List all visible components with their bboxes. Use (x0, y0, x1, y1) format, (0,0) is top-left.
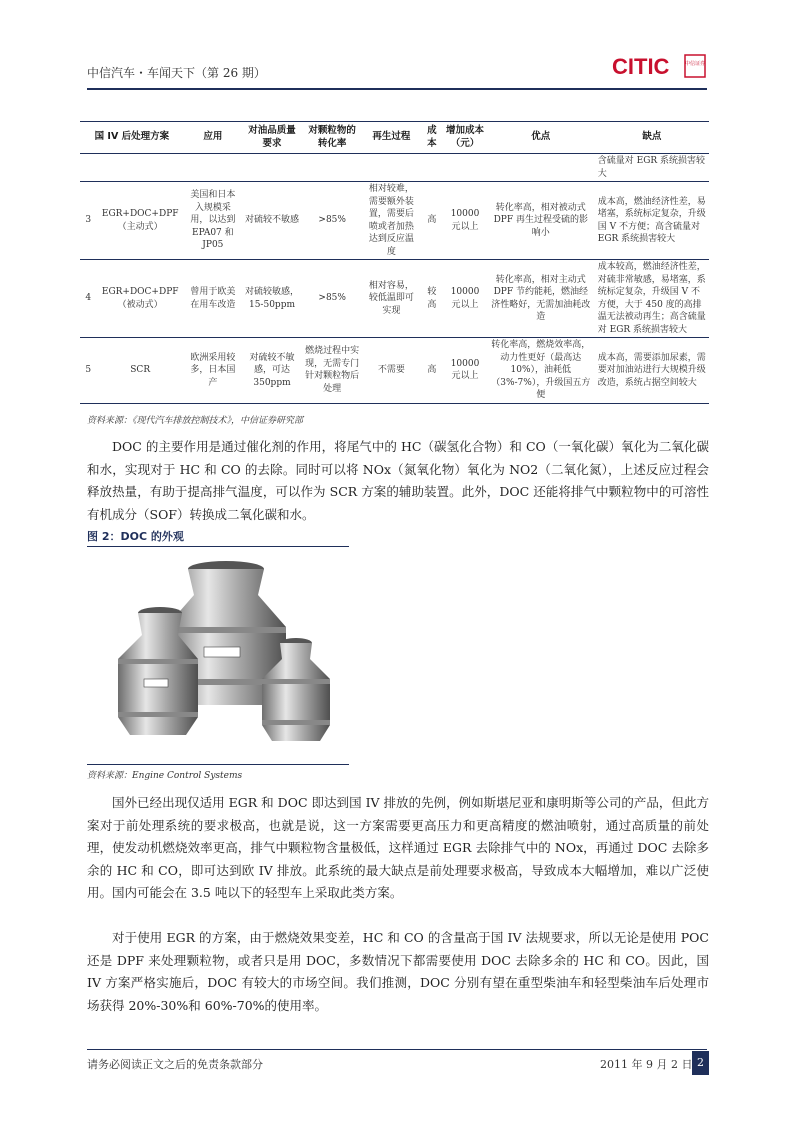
table-row (80, 260, 709, 338)
citic-logo-text: CITIC (612, 54, 670, 79)
table-cell: 相对容易，较低温即可实现 (362, 260, 420, 338)
table-cell: 美国和日本入规模采用，以达到 EPA07 和 JP05 (184, 182, 242, 260)
table-cell: 不需要 (362, 338, 420, 404)
figure-source: 资料来源：Engine Control Systems (87, 771, 243, 781)
table-cell: 成本高，需要添加尿素，需要对加油站进行大规模升级改造，系统占据空间较大 (595, 338, 709, 404)
report-header-title: 中信汽车・车闻天下（第 26 期） (87, 66, 266, 80)
table-cell: SCR (97, 338, 184, 404)
paragraph-doc-function: DOC 的主要作用是通过催化剂的作用，将尾气中的 HC（碳氢化合物）和 CO（一氧化碳）氧化为二氧化碳和水，实现对于 HC 和 CO 的去除。同时可以将 NOx（氮氧化物）氧化为 NO2（二氧化氮），上述反应过程会释放热量，有助于提高排气温度，可以作为 SCR 方案的辅助装置。此外，DOC 还能将排气中颗粒物中的可溶性有机成分（SOF）转换成二氧化碳和水。 (87, 439, 709, 522)
table-header-row (80, 122, 709, 154)
footer-rule (87, 1049, 707, 1050)
table-cell: 10000 元以上 (443, 338, 487, 404)
table-cell: 成本较高，燃油经济性差，对硫非常敏感，易堵塞，系统标定复杂，升级国 V 不方便，大于 450 度的高排温无法被动再生；高含硫量对 EGR 系统损害较大 (595, 260, 709, 338)
table-cell: 转化率高，燃烧效率高，动力性更好（最高达 10%），油耗低（3%-7%），升级国五方便 (487, 338, 595, 404)
table-row (80, 338, 709, 404)
footer-disclaimer: 请务必阅读正文之后的免责条款部分 (87, 1058, 263, 1071)
doc-device-photo (108, 555, 344, 760)
table-cell: >85% (302, 182, 362, 260)
page-number: 2 (692, 1051, 709, 1075)
table-cell: 成本高，燃油经济性差，易堵塞，系统标定复杂，升级国 V 不方便；高含硫量对 EGR 系统损害较大 (595, 182, 709, 260)
citic-logo (612, 52, 706, 80)
post-treatment-table (80, 121, 709, 404)
table-header: 优点 (487, 122, 595, 154)
table-cell: 4 (80, 260, 97, 338)
table-cell: 转化率高，相对被动式 DPF 再生过程受硫的影响小 (487, 182, 595, 260)
paragraph-egr-doc: 国外已经出现仅适用 EGR 和 DOC 即达到国 IV 排放的先例，例如斯堪尼亚和康明斯等公司的产品，但此方案对于前处理系统的要求极高，也就是说，这一方案需要更高压力和更高精度的燃油喷射，通过高质量的前处理，使发动机燃烧效率更高，排气中颗粒物含量极低，这样通过 EGR 去除排气中的 NOx，再通过 DOC 去除多余的 HC 和 CO，即可达到欧 IV 排放。此系统的最大缺点是前处理要求极高，导致成本大幅增加，难以广泛使用。国内可能会在 3.5 吨以下的轻型车上采取此类方案。 (87, 795, 709, 900)
table-cell: 10000 元以上 (443, 182, 487, 260)
table-cell: 对硫较不敏感，可达 350ppm (242, 338, 302, 404)
figure-title: 图 2：DOC 的外观 (87, 530, 184, 543)
table-header: 对油品质量要求 (242, 122, 302, 154)
table-header: 应用 (184, 122, 242, 154)
table-header: 成本 (420, 122, 443, 154)
table-header: 再生过程 (362, 122, 420, 154)
table-cell: 欧洲采用较多，日本国产 (184, 338, 242, 404)
table-cell: 对硫较不敏感 (242, 182, 302, 260)
table-header: 国 IV 后处理方案 (80, 122, 184, 154)
table-cell: 高 (420, 338, 443, 404)
paragraph-doc-market: 对于使用 EGR 的方案，由于燃烧效果变差，HC 和 CO 的含量高于国 IV 法规要求，所以无论是使用 POC 还是 DPF 来处理颗粒物，或者只是用 DOC，多数情况下都需要使用 DOC 去除多余的 HC 和 CO。因此，国 IV 方案严格实施后，DOC 有较大的市场空间。我们推测，DOC 分别有望在重型柴油车和轻型柴油车后处理市场获得 20%-30%和 60%-70%的使用率。 (87, 930, 709, 1013)
figure-bottom-rule (87, 764, 349, 765)
table-header: 增加成本（元） (443, 122, 487, 154)
table-row (80, 154, 709, 182)
table-header: 对颗粒物的转化率 (302, 122, 362, 154)
table-cell: 3 (80, 182, 97, 260)
table-cell: 燃烧过程中实现，无需专门针对颗粒物后处理 (302, 338, 362, 404)
footer-date: 2011 年 9 月 2 日 (600, 1058, 693, 1071)
table-cell: 5 (80, 338, 97, 404)
table-cell: 含硫量对 EGR 系统损害较大 (595, 154, 709, 182)
citic-logo-sub: 中信证券 (684, 61, 706, 67)
table-row (80, 182, 709, 260)
table-cell: 10000 元以上 (443, 260, 487, 338)
table-cell: 较高 (420, 260, 443, 338)
table-source: 资料来源：《现代汽车排放控制技术》，中信证券研究部 (87, 416, 304, 426)
table-cell: 高 (420, 182, 443, 260)
header-rule (87, 88, 707, 90)
table-cell: 曾用于欧美在用车改造 (184, 260, 242, 338)
table-cell: EGR+DOC+DPF（主动式） (97, 182, 184, 260)
table-cell: EGR+DOC+DPF（被动式） (97, 260, 184, 338)
table-cell: >85% (302, 260, 362, 338)
figure-top-rule (87, 546, 349, 547)
table-cell: 转化率高，相对主动式 DPF 节约能耗，燃油经济性略好，无需加油耗改造 (487, 260, 595, 338)
table-cell: 对硫较敏感，15-50ppm (242, 260, 302, 338)
table-header: 缺点 (595, 122, 709, 154)
table-cell: 相对较难，需要额外装置，需要后喷或者加热达到反应温度 (362, 182, 420, 260)
